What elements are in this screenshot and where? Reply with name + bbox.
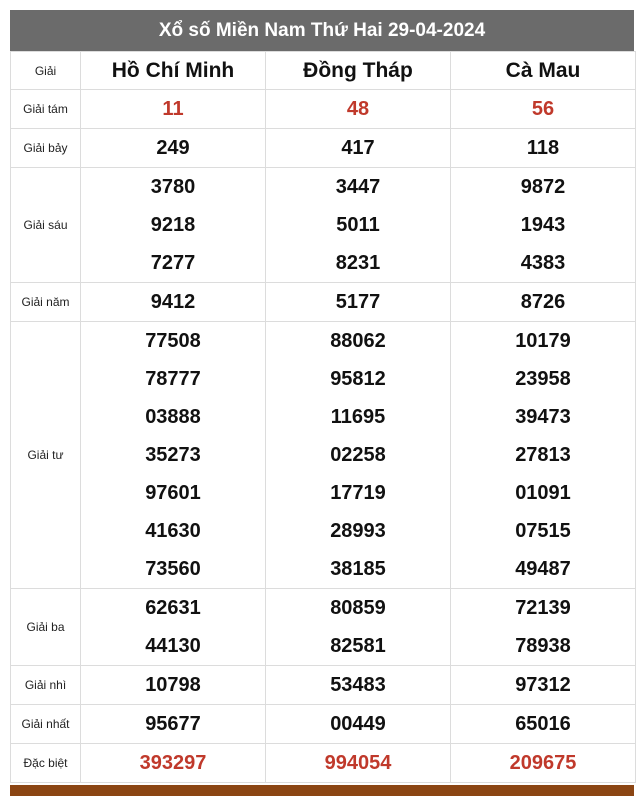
prize-number: 23958 <box>515 368 571 390</box>
prize-number: 49487 <box>515 558 571 580</box>
prize-row <box>11 705 636 744</box>
prize-cell <box>451 705 636 744</box>
prize-label: Giải tám <box>11 90 81 129</box>
prize-number: 5177 <box>335 291 381 313</box>
header-row <box>11 52 636 90</box>
prize-number: 62631 <box>145 597 201 619</box>
prize-number: 48 <box>346 98 370 120</box>
prize-label: Giải tư <box>11 322 81 589</box>
prize-number: 07515 <box>515 520 571 542</box>
prize-number: 53483 <box>330 674 386 696</box>
prize-cell <box>266 744 451 783</box>
prize-number: 5011 <box>336 214 380 236</box>
prize-cell <box>451 322 636 589</box>
prize-row <box>11 168 636 283</box>
prize-number: 8726 <box>520 291 566 313</box>
prize-number: 97312 <box>515 674 571 696</box>
prize-cell <box>451 744 636 783</box>
prize-cell <box>81 666 266 705</box>
prize-row <box>11 322 636 589</box>
prize-number: 4383 <box>520 252 566 274</box>
footer-bar <box>10 785 634 796</box>
prize-row <box>11 744 636 783</box>
prize-number: 65016 <box>515 713 571 735</box>
prize-number: 44130 <box>145 635 201 657</box>
prize-number: 38185 <box>330 558 386 580</box>
prize-cell <box>81 322 266 589</box>
prize-cell <box>266 589 451 666</box>
prize-number: 28993 <box>330 520 386 542</box>
prize-row <box>11 283 636 322</box>
results-container <box>10 10 634 783</box>
prize-number: 10179 <box>515 330 571 352</box>
prize-label: Đặc biệt <box>11 744 81 783</box>
province-header: Đồng Tháp <box>266 52 451 90</box>
prize-label: Giải nhì <box>11 666 81 705</box>
prize-row <box>11 90 636 129</box>
prize-number: 78777 <box>145 368 201 390</box>
prize-cell <box>81 705 266 744</box>
prize-cell <box>266 90 451 129</box>
prize-number: 01091 <box>515 482 571 504</box>
prize-number: 80859 <box>330 597 386 619</box>
prize-row <box>11 129 636 168</box>
prize-number: 77508 <box>145 330 201 352</box>
prize-number: 73560 <box>145 558 201 580</box>
prize-number: 10798 <box>145 674 201 696</box>
prize-number: 35273 <box>145 444 201 466</box>
prize-cell <box>451 129 636 168</box>
prize-cell <box>451 90 636 129</box>
prize-number: 97601 <box>145 482 201 504</box>
prize-cell <box>81 283 266 322</box>
prize-cell <box>81 744 266 783</box>
prize-number: 27813 <box>515 444 571 466</box>
prize-number: 393297 <box>139 752 207 774</box>
prize-number: 56 <box>531 98 555 120</box>
prize-cell <box>81 129 266 168</box>
prize-number: 209675 <box>509 752 577 774</box>
prize-number: 994054 <box>324 752 392 774</box>
prize-cell <box>451 283 636 322</box>
page-title: Xổ số Miền Nam Thứ Hai 29-04-2024 <box>10 10 634 51</box>
prize-cell <box>266 168 451 283</box>
prize-number: 82581 <box>330 635 386 657</box>
prize-number: 02258 <box>330 444 386 466</box>
prize-cell <box>451 589 636 666</box>
prize-number: 118 <box>526 137 560 159</box>
prize-number: 78938 <box>515 635 571 657</box>
prize-cell <box>81 589 266 666</box>
prize-number: 9872 <box>520 176 566 198</box>
prize-cell <box>266 705 451 744</box>
prize-number: 17719 <box>330 482 386 504</box>
prize-number: 9218 <box>150 214 196 236</box>
header-label: Giải <box>11 52 81 90</box>
prize-number: 95677 <box>145 713 201 735</box>
prize-label: Giải sáu <box>11 168 81 283</box>
prize-number: 1943 <box>520 214 566 236</box>
prize-number: 11 <box>162 98 184 120</box>
prize-cell <box>266 283 451 322</box>
prize-number: 249 <box>156 137 190 159</box>
prize-cell <box>81 90 266 129</box>
prize-row <box>11 666 636 705</box>
results-table <box>10 51 636 783</box>
prize-number: 88062 <box>330 330 386 352</box>
prize-row <box>11 589 636 666</box>
prize-label: Giải ba <box>11 589 81 666</box>
prize-number: 95812 <box>330 368 386 390</box>
prize-number: 417 <box>341 137 375 159</box>
prize-cell <box>266 666 451 705</box>
prize-number: 11695 <box>330 406 386 428</box>
prize-label: Giải năm <box>11 283 81 322</box>
province-header: Cà Mau <box>451 52 636 90</box>
prize-number: 3447 <box>335 176 381 198</box>
prize-number: 72139 <box>515 597 571 619</box>
prize-cell <box>266 129 451 168</box>
prize-cell <box>81 168 266 283</box>
prize-number: 3780 <box>150 176 196 198</box>
prize-number: 9412 <box>150 291 196 313</box>
prize-number: 39473 <box>515 406 571 428</box>
prize-cell <box>451 666 636 705</box>
prize-label: Giải nhất <box>11 705 81 744</box>
prize-number: 41630 <box>145 520 201 542</box>
prize-label: Giải bảy <box>11 129 81 168</box>
prize-cell <box>451 168 636 283</box>
prize-number: 00449 <box>330 713 386 735</box>
province-header: Hồ Chí Minh <box>81 52 266 90</box>
prize-number: 7277 <box>150 252 196 274</box>
prize-cell <box>266 322 451 589</box>
prize-number: 8231 <box>335 252 381 274</box>
prize-number: 03888 <box>145 406 201 428</box>
